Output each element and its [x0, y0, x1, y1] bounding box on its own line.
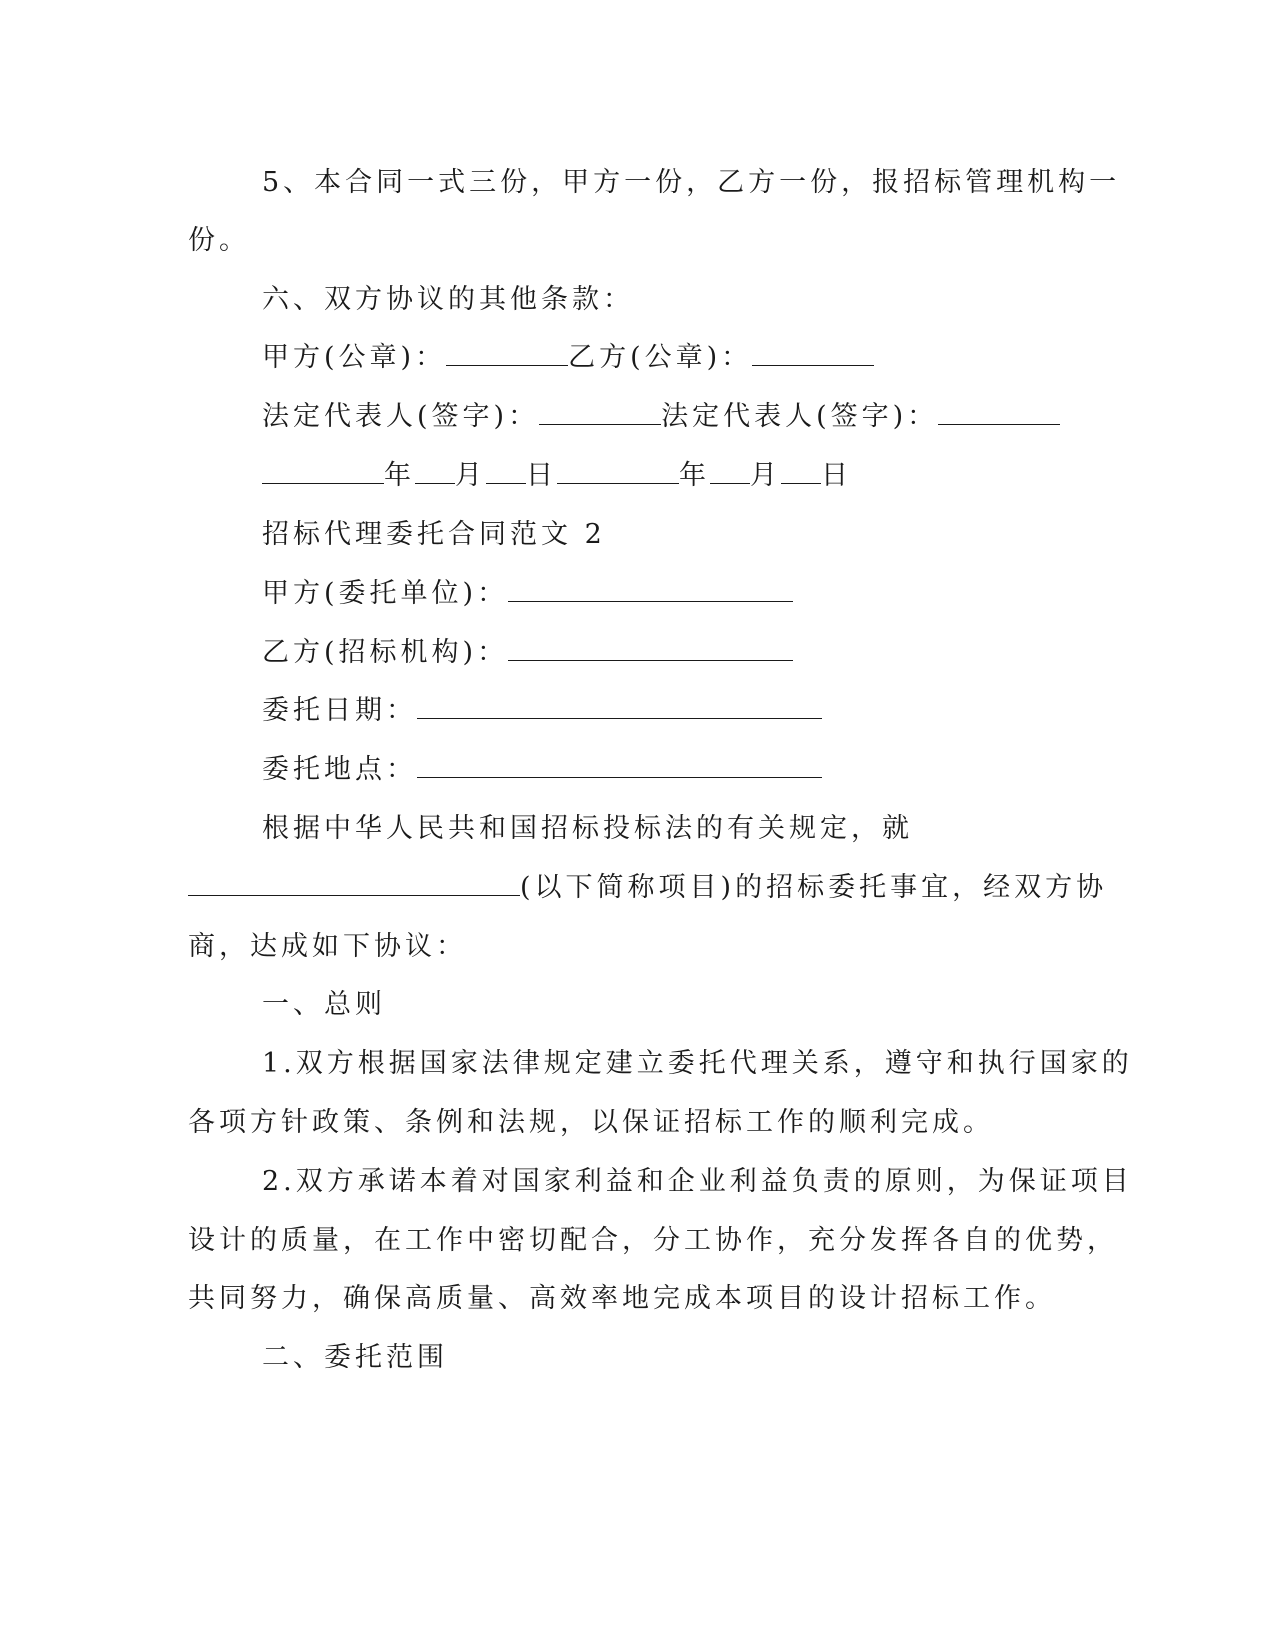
commission-date-blank [417, 694, 822, 719]
year-a-blank [262, 459, 384, 484]
rep-b-blank [938, 400, 1060, 425]
clause-2-line-2: 设计的质量，在工作中密切配合，分工协作，充分发挥各自的优势， [188, 1225, 1118, 1256]
year-a-label: 年 [384, 460, 415, 491]
party-a-seal-label: 甲方(公章)： [262, 342, 447, 373]
rep-b-label: 法定代表人(签字)： [661, 401, 939, 432]
party-b-seal-blank [752, 341, 874, 366]
preamble-line-2-text: (以下简称项目)的招标委托事宜，经双方协 [520, 872, 1108, 903]
commission-date-line [262, 694, 822, 728]
agent-blank [508, 636, 793, 661]
seal-line [262, 341, 874, 375]
section-2-heading: 二、委托范围 [262, 1342, 448, 1373]
month-b-label: 月 [750, 460, 781, 491]
clause-5-line-2: 份。 [188, 225, 250, 256]
day-b-blank [781, 459, 821, 484]
section-1-heading: 一、总则 [262, 989, 386, 1020]
month-b-blank [710, 459, 750, 484]
date-line [262, 459, 852, 493]
commission-date-label: 委托日期： [262, 695, 417, 726]
client-line [262, 577, 793, 611]
agent-label: 乙方(招标机构)： [262, 637, 509, 668]
year-b-blank [557, 459, 679, 484]
commission-place-label: 委托地点： [262, 754, 417, 785]
client-label: 甲方(委托单位)： [262, 578, 509, 609]
agent-line [262, 636, 793, 670]
clause-5-line-1: 5、本合同一式三份，甲方一份，乙方一份，报招标管理机构一 [262, 167, 1121, 198]
preamble-line-2 [188, 871, 1107, 905]
clause-2-line-3: 共同努力，确保高质量、高效率地完成本项目的设计招标工作。 [188, 1283, 1056, 1314]
day-b-label: 日 [821, 460, 852, 491]
preamble-line-1: 根据中华人民共和国招标投标法的有关规定，就 [262, 813, 913, 844]
preamble-line-3: 商，达成如下协议： [188, 931, 467, 962]
rep-a-label: 法定代表人(签字)： [262, 401, 540, 432]
day-a-blank [486, 459, 526, 484]
representative-line [262, 400, 1060, 434]
month-a-label: 月 [455, 460, 486, 491]
year-b-label: 年 [679, 460, 710, 491]
clause-1-line-1: 1.双方根据国家法律规定建立委托代理关系，遵守和执行国家的 [262, 1048, 1133, 1079]
clause-1-line-2: 各项方针政策、条例和法规，以保证招标工作的顺利完成。 [188, 1107, 994, 1138]
project-name-blank [188, 871, 520, 896]
day-a-label: 日 [526, 460, 557, 491]
party-a-seal-blank [446, 341, 568, 366]
section-6-heading: 六、双方协议的其他条款： [262, 284, 634, 315]
rep-a-blank [539, 400, 661, 425]
party-b-seal-label: 乙方(公章)： [568, 342, 753, 373]
contract-2-title: 招标代理委托合同范文 2 [262, 519, 606, 550]
commission-place-line [262, 753, 822, 787]
client-blank [508, 577, 793, 602]
month-a-blank [415, 459, 455, 484]
commission-place-blank [417, 753, 822, 778]
clause-2-line-1: 2.双方承诺本着对国家利益和企业利益负责的原则，为保证项目 [262, 1166, 1133, 1197]
